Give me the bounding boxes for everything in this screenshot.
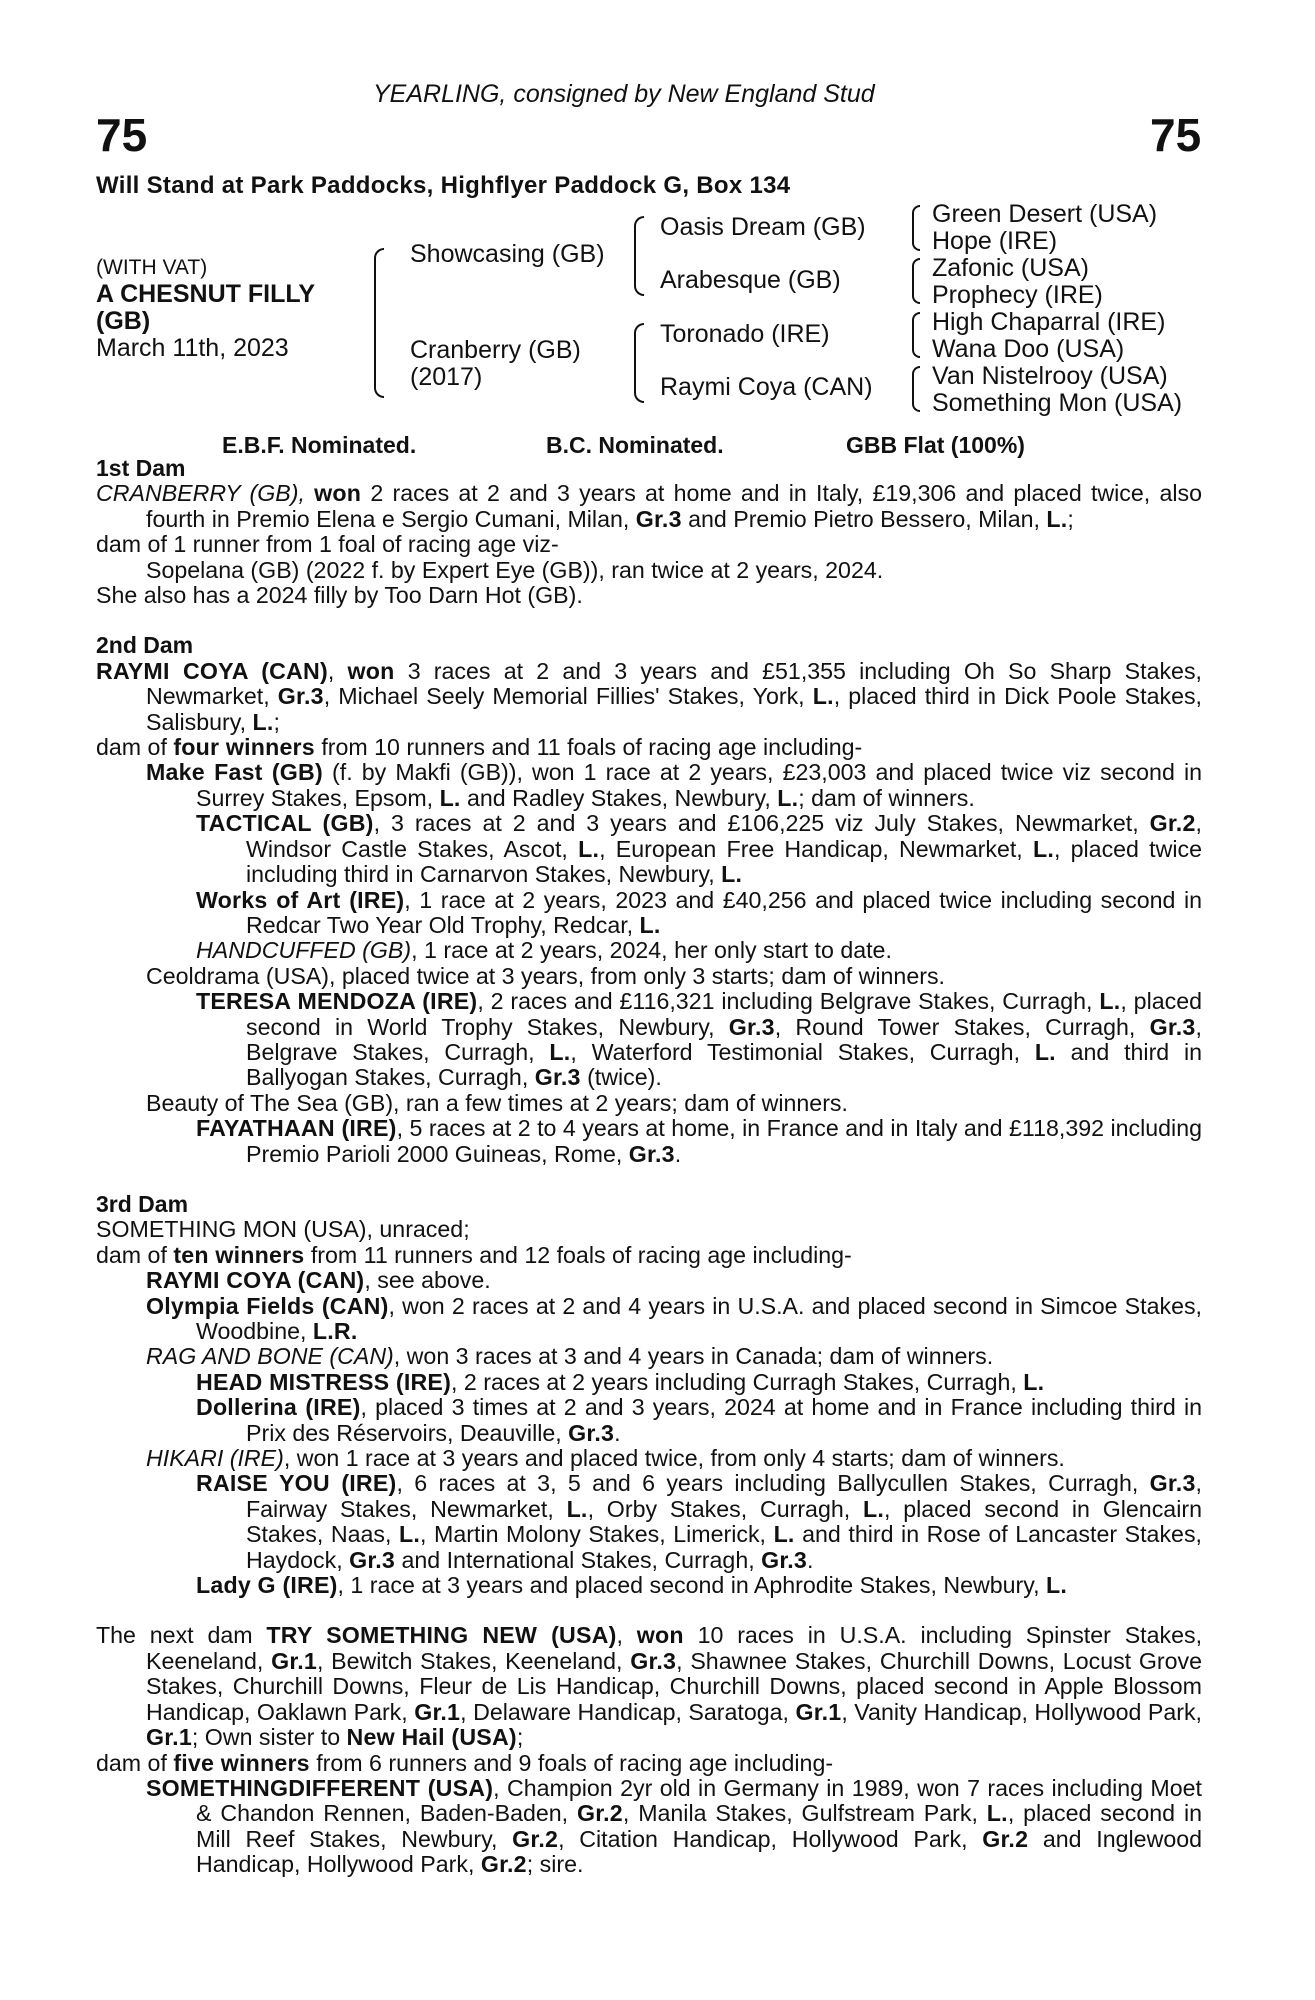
produce-raymi-coya: RAYMI COYA (CAN), see above. — [146, 1267, 491, 1294]
produce-raise-you: RAISE YOU (IRE), 6 races at 3, 5 and 6 years including Ballycullen Stakes, Curragh, Gr.3, Fairway Stakes, Newmarket, L., Orby Stakes, Curragh, L., placed second in Glencairn Stakes, Naas, L., Martin Molony Stakes, Limerick, L. and third in Rose of Lancaster Stakes, Haydock, Gr.3 and International Stakes, Curragh, Gr.3. — [196, 1470, 1202, 1573]
dsd: Wana Doo (USA) — [932, 335, 1125, 363]
dam-dam: Raymi Coya (CAN) — [660, 373, 873, 401]
next-dam-record: The next dam TRY SOMETHING NEW (USA), won 10 races in U.S.A. including Spinster Stakes, Keeneland, Gr.1, Bewitch Stakes, Keeneland, Gr.3, Shawnee Stakes, Churchill Downs, Locust Grove Stakes, Churchill Downs, Fleur de Lis Handicap, Churchill Downs, placed second in Apple Blossom Handicap, Oaklawn Park, Gr.1, Delaware Handicap, Saratoga, Gr.1, Vanity Handicap, Hollywood Park, Gr.1; Own sister to New Hail (USA); — [96, 1622, 1203, 1751]
produce-olympia-fields: Olympia Fields (CAN), won 2 races at 2 and 4 years in U.S.A. and placed second in Simcoe Stakes, Woodbine, L.R. — [146, 1292, 1202, 1344]
produce-record — [96, 456, 1202, 1878]
produce-somethingdifferent: SOMETHINGDIFFERENT (USA), Champion 2yr old in Germany in 1989, won 7 races including Moet & Chandon Rennen, Baden-Baden, Gr.2, Manila Stakes, Gulfstream Park, L., placed second in Mill Reef Stakes, Newbury, Gr.2, Citation Handicap, Hollywood Park, Gr.2 and Inglewood Handicap, Hollywood Park, Gr.2; sire. — [146, 1774, 1203, 1878]
lot-name-line1: A CHESNUT FILLY — [96, 280, 315, 308]
brace-2 — [912, 258, 920, 304]
dam-parents-brace — [634, 323, 644, 403]
brace-3 — [912, 312, 920, 358]
ssd: Hope (IRE) — [932, 227, 1058, 255]
sds: Zafonic (USA) — [932, 254, 1089, 282]
produce-rag-and-bone: RAG AND BONE (CAN), won 3 races at 3 and 4 years in Canada; dam of winners. — [146, 1343, 994, 1370]
produce-make-fast: Make Fast (GB) (f. by Makfi (GB)), won 1 race at 2 years, £23,003 and placed twice viz second in Surrey Stakes, Epsom, L. and Radley Stakes, Newbury, L.; dam of winners. — [146, 759, 1203, 811]
foaling-date: March 11th, 2023 — [96, 334, 289, 362]
produce-fayathaan: FAYATHAAN (IRE), 5 races at 2 to 4 years at home, in France and in Italy and £118,392 including Premio Parioli 2000 Guineas, Rome, Gr.3. — [196, 1115, 1203, 1167]
brace-4 — [912, 366, 920, 412]
third-dam-heading: 3rd Dam — [96, 1190, 189, 1217]
sire-parents-brace — [634, 216, 644, 296]
sire-dam: Arabesque (GB) — [660, 266, 841, 294]
dam: Cranberry (GB) — [410, 336, 581, 364]
produce-teresa-mendoza: TERESA MENDOZA (IRE), 2 races and £116,321 including Belgrave Stakes, Curragh, L., placed second in World Trophy Stakes, Newbury, Gr.3, Round Tower Stakes, Curragh, Gr.3, Belgrave Stakes, Curragh, L., Waterford Testimonial Stakes, Curragh, L. and third in Ballyogan Stakes, Curragh, Gr.3 (twice). — [196, 988, 1203, 1091]
ddd: Something Mon (USA) — [932, 389, 1183, 417]
next-dam-produce-summary: dam of five winners from 6 runners and 9 foals of racing age including- — [96, 1749, 834, 1776]
dss: High Chaparral (IRE) — [932, 308, 1166, 336]
produce-beauty-of-the-sea: Beauty of The Sea (GB), ran a few times at 2 years; dam of winners. — [146, 1089, 848, 1116]
second-dam-record: RAYMI COYA (CAN), won 3 races at 2 and 3 years and £51,355 including Oh So Sharp Stakes, Newmarket, Gr.3, Michael Seely Memorial Fillies' Stakes, York, L., placed third in Dick Poole Stakes, Salisbury, L.; — [96, 657, 1202, 735]
sss: Green Desert (USA) — [932, 200, 1158, 228]
lot-number-left: 75 — [96, 109, 148, 161]
third-dam-record: SOMETHING MON (USA), unraced; — [96, 1216, 470, 1243]
produce-lady-g: Lady G (IRE), 1 race at 3 years and placed second in Aphrodite Stakes, Newbury, L. — [196, 1572, 1068, 1599]
first-dam-produce-summary: dam of 1 runner from 1 foal of racing age viz- — [96, 531, 559, 558]
dam-year: (2017) — [410, 363, 483, 391]
first-dam-record: CRANBERRY (GB), won 2 races at 2 and 3 years at home and in Italy, £19,306 and placed twice, also fourth in Premio Elena e Sergio Cumani, Milan, Gr.3 and Premio Pietro Bessero, Milan, L.; — [96, 480, 1202, 532]
produce-sopelana: Sopelana (GB) (2022 f. by Expert Eye (GB)), ran twice at 2 years, 2024. — [146, 556, 884, 583]
sire-dam-brace — [374, 248, 384, 398]
dam-sire: Toronado (IRE) — [660, 320, 830, 348]
second-dam-produce-summary: dam of four winners from 10 runners and 11 foals of racing age including- — [96, 734, 863, 761]
stand-location: Will Stand at Park Paddocks, Highflyer Paddock G, Box 134 — [96, 172, 791, 199]
second-dam-heading: 2nd Dam — [96, 632, 194, 659]
produce-dollerina: Dollerina (IRE), placed 3 times at 2 and 3 years, 2024 at home and in France including third in Prix des Réservoirs, Deauville, Gr.3. — [196, 1394, 1202, 1446]
ebf-nomination: E.B.F. Nominated. — [222, 432, 417, 458]
produce-works-of-art: Works of Art (IRE), 1 race at 2 years, 2023 and £40,256 and placed twice including second in Redcar Two Year Old Trophy, Redcar, L. — [196, 886, 1203, 938]
sire-sire: Oasis Dream (GB) — [660, 213, 866, 241]
produce-tactical: TACTICAL (GB), 3 races at 2 and 3 years and £106,225 viz July Stakes, Newmarket, Gr.2, Windsor Castle Stakes, Ascot, L., European Free Handicap, Newmarket, L., placed twice including third in Carnarvon Stakes, Newbury, L. — [196, 810, 1202, 888]
consignment-line: YEARLING, consigned by New England Stud — [373, 80, 875, 108]
vat-note: (WITH VAT) — [96, 256, 208, 279]
first-dam-note: She also has a 2024 filly by Too Darn Hot (GB). — [96, 582, 583, 609]
bc-nomination: B.C. Nominated. — [546, 432, 724, 458]
third-dam-produce-summary: dam of ten winners from 11 runners and 12 foals of racing age including- — [96, 1241, 852, 1268]
produce-head-mistress: HEAD MISTRESS (IRE), 2 races at 2 years including Curragh Stakes, Curragh, L. — [196, 1368, 1045, 1395]
sdd: Prophecy (IRE) — [932, 281, 1103, 309]
produce-handcuffed: HANDCUFFED (GB), 1 race at 2 years, 2024, her only start to date. — [196, 937, 892, 964]
produce-hikari: HIKARI (IRE), won 1 race at 3 years and placed twice, from only 4 starts; dam of winners. — [146, 1445, 1065, 1472]
lot-name-line2: (GB) — [96, 307, 151, 335]
dds: Van Nistelrooy (USA) — [932, 362, 1168, 390]
brace-1 — [912, 205, 920, 251]
produce-ceoldrama: Ceoldrama (USA), placed twice at 3 years, from only 3 starts; dam of winners. — [146, 962, 945, 989]
first-dam-heading: 1st Dam — [96, 455, 186, 481]
gbb-status: GBB Flat (100%) — [846, 432, 1025, 458]
sire: Showcasing (GB) — [410, 240, 605, 268]
lot-number-right: 75 — [1150, 109, 1202, 161]
